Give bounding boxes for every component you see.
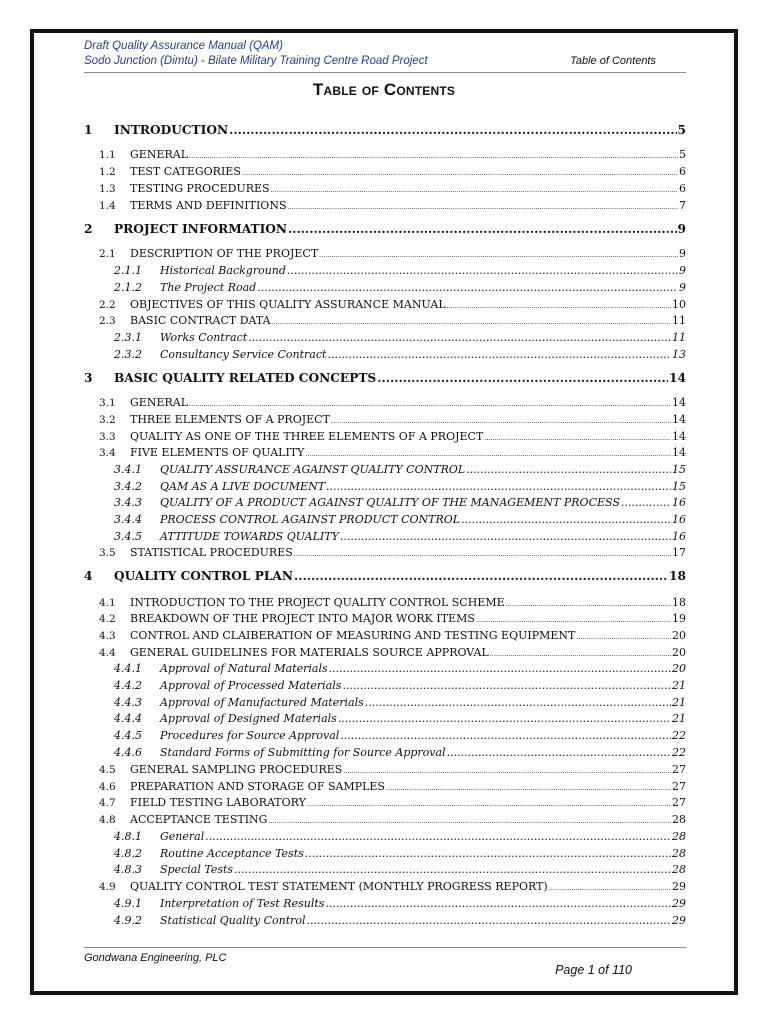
toc-entry[interactable] — [84, 596, 686, 609]
toc-entry-title: INTRODUCTION — [114, 123, 229, 137]
toc-entry-number: 2.3.2 — [114, 348, 142, 361]
toc-entry-title: Approval of Designed Materials — [160, 712, 337, 725]
toc-entry[interactable] — [84, 914, 686, 927]
toc-entry[interactable] — [84, 897, 686, 910]
toc-entry-number: 3.5 — [99, 547, 116, 559]
toc-leader-dots — [242, 169, 678, 177]
toc-entry-page: 18 — [669, 569, 686, 583]
toc-leader-dots — [386, 784, 671, 792]
toc-entry[interactable] — [84, 281, 686, 294]
toc-entry-title: PROJECT INFORMATION — [114, 222, 288, 236]
toc-entry[interactable] — [84, 463, 686, 476]
toc-entry-page: 21 — [672, 679, 686, 692]
toc-leader-dots — [319, 251, 678, 259]
toc-entry-number: 4.5 — [99, 764, 116, 776]
toc-entry-number: 4.8 — [99, 814, 116, 826]
toc-entry-title: GENERAL SAMPLING PROCEDURES — [130, 763, 343, 776]
toc-entry-number: 1 — [84, 123, 93, 137]
toc-entry-number: 3.4.2 — [114, 480, 142, 493]
toc-entry[interactable] — [84, 763, 686, 776]
toc-leader-dots — [189, 152, 678, 160]
toc-entry-title: ACCEPTANCE TESTING — [130, 813, 268, 826]
toc-entry-title: Historical Background — [160, 264, 286, 277]
toc-entry-page: 20 — [672, 662, 686, 675]
toc-entry-number: 4.9.1 — [114, 897, 142, 910]
toc-entry[interactable] — [84, 247, 686, 260]
toc-entry-title: QUALITY OF A PRODUCT AGAINST QUALITY OF THE MANAGEMENT PROCESS — [160, 496, 620, 509]
toc-entry-page: 22 — [672, 729, 686, 742]
toc-entry-page: 16 — [672, 530, 686, 543]
toc-leader-dots — [257, 281, 678, 294]
toc-entry-title: Procedures for Source Approval — [160, 729, 340, 742]
toc-entry-page: 28 — [672, 830, 686, 843]
toc-entry-page: 29 — [672, 897, 686, 910]
toc-leader-dots — [326, 480, 671, 493]
toc-entry-title: QUALITY ASSURANCE AGAINST QUALITY CONTROL — [160, 463, 466, 476]
toc-leader-dots — [549, 884, 671, 892]
toc-entry-title: TERMS AND DEFINITIONS — [130, 199, 287, 212]
toc-entry-number: 3.4.3 — [114, 496, 142, 509]
toc-entry-title: GENERAL — [130, 396, 189, 409]
toc-entry-title: Routine Acceptance Tests — [160, 847, 304, 860]
toc-leader-dots — [343, 767, 671, 775]
toc-leader-dots — [205, 830, 671, 843]
toc-entry-page: 27 — [672, 763, 686, 776]
toc-entry-number: 3.4.4 — [114, 513, 142, 526]
toc-entry-title: QUALITY CONTROL PLAN — [114, 569, 294, 583]
toc-leader-dots — [506, 600, 671, 608]
toc-entry-page: 9 — [679, 281, 686, 294]
toc-leader-dots — [248, 331, 671, 344]
toc-entry-page: 14 — [669, 371, 686, 385]
toc-entry-title: BASIC CONTRACT DATA — [130, 314, 271, 327]
toc-entry-page: 11 — [672, 314, 686, 327]
toc-leader-dots — [476, 616, 671, 624]
toc-entry[interactable] — [84, 629, 686, 642]
toc-entry-page: 14 — [672, 396, 686, 409]
toc-leader-dots — [271, 186, 678, 194]
toc-entry-page: 21 — [672, 712, 686, 725]
toc-entry-number: 2.1 — [99, 248, 116, 260]
toc-entry-title: TESTING PROCEDURES — [130, 182, 270, 195]
toc-entry[interactable] — [84, 165, 686, 178]
toc-entry-page: 5 — [677, 123, 686, 137]
toc-entry[interactable] — [84, 712, 686, 725]
toc-entry-title: STATISTICAL PROCEDURES — [130, 546, 293, 559]
toc-entry-number: 3.4.1 — [114, 463, 142, 476]
toc-entry-page: 18 — [672, 596, 686, 609]
toc-entry[interactable] — [84, 780, 686, 793]
toc-entry-page: 20 — [672, 646, 686, 659]
toc-leader-dots — [307, 800, 671, 808]
toc-entry-number: 4.4.5 — [114, 729, 142, 742]
toc-entry-number: 2.1.1 — [114, 264, 142, 277]
toc-leader-dots — [305, 450, 671, 458]
toc-entry-number: 2.2 — [99, 299, 116, 311]
toc-entry-title: BASIC QUALITY RELATED CONCEPTS — [114, 371, 377, 385]
toc-entry[interactable] — [84, 496, 686, 509]
toc-entry[interactable] — [84, 199, 686, 212]
toc-entry-title: Interpretation of Test Results — [160, 897, 325, 910]
toc-entry-number: 2.3 — [99, 315, 116, 327]
toc-entry-number: 3 — [84, 371, 93, 385]
toc-entry[interactable] — [84, 222, 686, 236]
toc-entry-title: General — [160, 830, 205, 843]
footer-company: Gondwana Engineering, PLC — [84, 952, 227, 964]
toc-entry-number: 2.1.2 — [114, 281, 142, 294]
toc-entry[interactable] — [84, 696, 686, 709]
toc-entry-number: 4.4.3 — [114, 696, 142, 709]
toc-entry-title: The Project Road — [160, 281, 257, 294]
toc-entry-page: 20 — [672, 629, 686, 642]
toc-entry-number: 3.1 — [99, 397, 116, 409]
toc-entry[interactable] — [84, 813, 686, 826]
toc-entry-title: THREE ELEMENTS OF A PROJECT — [130, 413, 330, 426]
toc-leader-dots — [272, 318, 671, 326]
toc-leader-dots — [447, 302, 671, 310]
toc-entry-number: 3.2 — [99, 414, 116, 426]
toc-entry-page: 9 — [679, 247, 686, 260]
toc-leader-dots — [229, 123, 676, 137]
toc-entry[interactable] — [84, 331, 686, 344]
header-project: Sodo Junction (Dimtu) - Bilate Military Training Centre Road Project — [84, 55, 428, 67]
toc-leader-dots — [365, 696, 671, 709]
page-title: Table of Contents — [312, 80, 456, 99]
toc-entry[interactable] — [84, 880, 686, 893]
toc-entry-page: 7 — [679, 199, 686, 212]
toc-entry-page: 13 — [672, 348, 686, 361]
toc-entry-page: 16 — [672, 496, 686, 509]
toc-entry-title: OBJECTIVES OF THIS QUALITY ASSURANCE MANUAL — [130, 298, 446, 311]
toc-entry-page: 5 — [679, 148, 686, 161]
toc-leader-dots — [342, 679, 671, 692]
toc-entry-title: ATTITUDE TOWARDS QUALITY — [160, 530, 339, 543]
page-header — [84, 40, 686, 73]
toc-leader-dots — [340, 729, 671, 742]
toc-leader-dots — [466, 463, 671, 476]
toc-entry-page: 15 — [672, 480, 686, 493]
toc-leader-dots — [490, 650, 671, 658]
toc-entry-title: QUALITY CONTROL TEST STATEMENT (MONTHLY PROGRESS REPORT) — [130, 880, 548, 893]
toc-entry-number: 4.2 — [99, 613, 116, 625]
toc-entry-title: FIELD TESTING LABORATORY — [130, 796, 306, 809]
toc-entry[interactable] — [84, 148, 686, 161]
page-footer — [84, 947, 686, 977]
toc-entry-number: 3.4.5 — [114, 530, 142, 543]
toc-entry-number: 4.4.1 — [114, 662, 142, 675]
toc-leader-dots — [288, 222, 676, 236]
toc-entry-title: QUALITY AS ONE OF THE THREE ELEMENTS OF A PROJECT — [130, 430, 484, 443]
toc-leader-dots — [576, 633, 671, 641]
toc-entry[interactable] — [84, 530, 686, 543]
toc-entry-title: Consultancy Service Contract — [160, 348, 327, 361]
toc-entry-page: 16 — [672, 513, 686, 526]
toc-entry-title: Works Contract — [160, 331, 248, 344]
toc-entry-title: QAM AS A LIVE DOCUMENT — [160, 480, 326, 493]
toc-entry[interactable] — [84, 430, 686, 443]
toc-entry-number: 3.4 — [99, 447, 116, 459]
toc-leader-dots — [307, 914, 671, 927]
toc-entry[interactable] — [84, 847, 686, 860]
toc-entry-page: 21 — [672, 696, 686, 709]
toc-entry-page: 15 — [672, 463, 686, 476]
toc-entry-number: 4 — [84, 569, 93, 583]
toc-entry[interactable] — [84, 123, 686, 137]
toc-entry-number: 4.3 — [99, 630, 116, 642]
toc-entry[interactable] — [84, 863, 686, 876]
toc-entry-number: 1.3 — [99, 183, 116, 195]
toc-leader-dots — [329, 662, 671, 675]
toc-entry[interactable] — [84, 371, 686, 385]
header-section: Table of Contents — [570, 55, 656, 67]
toc-leader-dots — [294, 569, 668, 583]
header-doc-title: Draft Quality Assurance Manual (QAM) — [84, 40, 283, 52]
toc-leader-dots — [305, 847, 671, 860]
toc-entry[interactable] — [84, 182, 686, 195]
toc-entry-number: 4.8.1 — [114, 830, 142, 843]
toc-entry[interactable] — [84, 298, 686, 311]
toc-leader-dots — [621, 496, 671, 509]
toc-entry-page: 14 — [672, 413, 686, 426]
toc-leader-dots — [294, 550, 671, 558]
toc-entry-number: 1.2 — [99, 166, 116, 178]
toc-entry-number: 4.8.2 — [114, 847, 142, 860]
toc-entry-title: Statistical Quality Control — [160, 914, 306, 927]
toc-leader-dots — [484, 434, 671, 442]
toc-entry-number: 3.3 — [99, 431, 116, 443]
toc-entry[interactable] — [84, 264, 686, 277]
toc-entry[interactable] — [84, 396, 686, 409]
toc-entry-page: 9 — [679, 264, 686, 277]
toc-entry-title: FIVE ELEMENTS OF QUALITY — [130, 446, 305, 459]
toc-entry[interactable] — [84, 513, 686, 526]
toc-entry-title: Approval of Manufactured Materials — [160, 696, 364, 709]
toc-leader-dots — [447, 746, 671, 759]
toc-entry-number: 4.7 — [99, 797, 116, 809]
toc-entry-number: 4.1 — [99, 597, 116, 609]
toc-leader-dots — [377, 371, 668, 385]
toc-entry-page: 29 — [672, 914, 686, 927]
toc-leader-dots — [325, 897, 671, 910]
toc-entry[interactable] — [84, 729, 686, 742]
toc-entry[interactable] — [84, 746, 686, 759]
toc-entry[interactable] — [84, 480, 686, 493]
toc-entry[interactable] — [84, 314, 686, 327]
toc-leader-dots — [461, 513, 671, 526]
toc-entry-title: Special Tests — [160, 863, 234, 876]
toc-entry-title: Approval of Natural Materials — [160, 662, 328, 675]
toc-entry[interactable] — [84, 348, 686, 361]
toc-leader-dots — [331, 417, 671, 425]
toc-entry-title: PROCESS CONTROL AGAINST PRODUCT CONTROL — [160, 513, 461, 526]
toc-entry-page: 27 — [672, 796, 686, 809]
toc-entry-number: 1.4 — [99, 200, 116, 212]
toc-leader-dots — [327, 348, 671, 361]
toc-entry[interactable] — [84, 679, 686, 692]
toc-entry-page: 14 — [672, 430, 686, 443]
toc-entry-page: 6 — [679, 182, 686, 195]
toc-entry-title: PREPARATION AND STORAGE OF SAMPLES — [130, 780, 385, 793]
toc-entry-number: 4.4.4 — [114, 712, 142, 725]
toc-entry-title: CONTROL AND CLAIBERATION OF MEASURING AND TESTING EQUIPMENT — [130, 629, 576, 642]
toc-leader-dots — [268, 817, 671, 825]
toc-entry-number: 2.3.1 — [114, 331, 142, 344]
toc-entry-page: 9 — [677, 222, 686, 236]
toc-entry[interactable] — [84, 830, 686, 843]
toc-entry[interactable] — [84, 546, 686, 559]
toc-entry-title: BREAKDOWN OF THE PROJECT INTO MAJOR WORK ITEMS — [130, 612, 475, 625]
toc-entry[interactable] — [84, 569, 686, 583]
toc-entry-number: 4.8.3 — [114, 863, 142, 876]
toc-entry-page: 10 — [672, 298, 686, 311]
toc-entry[interactable] — [84, 646, 686, 659]
toc-entry-page: 29 — [672, 880, 686, 893]
toc-entry-title: Standard Forms of Submitting for Source Approval — [160, 746, 446, 759]
toc-entry-title: DESCRIPTION OF THE PROJECT — [130, 247, 319, 260]
toc-leader-dots — [288, 203, 679, 211]
toc-entry-number: 2 — [84, 222, 93, 236]
toc-entry-page: 11 — [672, 331, 686, 344]
toc-entry-title: INTRODUCTION TO THE PROJECT QUALITY CONTROL SCHEME — [130, 596, 505, 609]
toc-entry-number: 4.9.2 — [114, 914, 142, 927]
toc-entry-number: 4.4 — [99, 647, 116, 659]
toc-entry-number: 4.6 — [99, 781, 116, 793]
toc-entry-title: GENERAL GUIDELINES FOR MATERIALS SOURCE APPROVAL — [130, 646, 489, 659]
toc-entry-title: GENERAL — [130, 148, 189, 161]
toc-leader-dots — [340, 530, 671, 543]
toc-leader-dots — [287, 264, 678, 277]
toc-entry-page: 28 — [672, 847, 686, 860]
toc-entry-title: Approval of Processed Materials — [160, 679, 342, 692]
toc-entry-page: 14 — [672, 446, 686, 459]
toc-leader-dots — [338, 712, 671, 725]
toc-leader-dots — [234, 863, 671, 876]
toc-entry-number: 4.4.2 — [114, 679, 142, 692]
toc-entry-page: 22 — [672, 746, 686, 759]
toc-entry-number: 4.9 — [99, 881, 116, 893]
toc-entry[interactable] — [84, 413, 686, 426]
toc-entry-page: 27 — [672, 780, 686, 793]
toc-entry-number: 1.1 — [99, 149, 116, 161]
toc-entry-page: 28 — [672, 813, 686, 826]
toc-entry[interactable] — [84, 796, 686, 809]
toc-entry-page: 17 — [672, 546, 686, 559]
toc-entry[interactable] — [84, 612, 686, 625]
toc-entry[interactable] — [84, 446, 686, 459]
toc-entry-title: TEST CATEGORIES — [130, 165, 241, 178]
toc-entry-page: 28 — [672, 863, 686, 876]
toc-entry-page: 19 — [672, 612, 686, 625]
toc-entry-page: 6 — [679, 165, 686, 178]
toc-leader-dots — [189, 400, 671, 408]
toc-entry[interactable] — [84, 662, 686, 675]
footer-page-number: Page 1 of 110 — [555, 963, 632, 977]
toc-entry-number: 4.4.6 — [114, 746, 142, 759]
